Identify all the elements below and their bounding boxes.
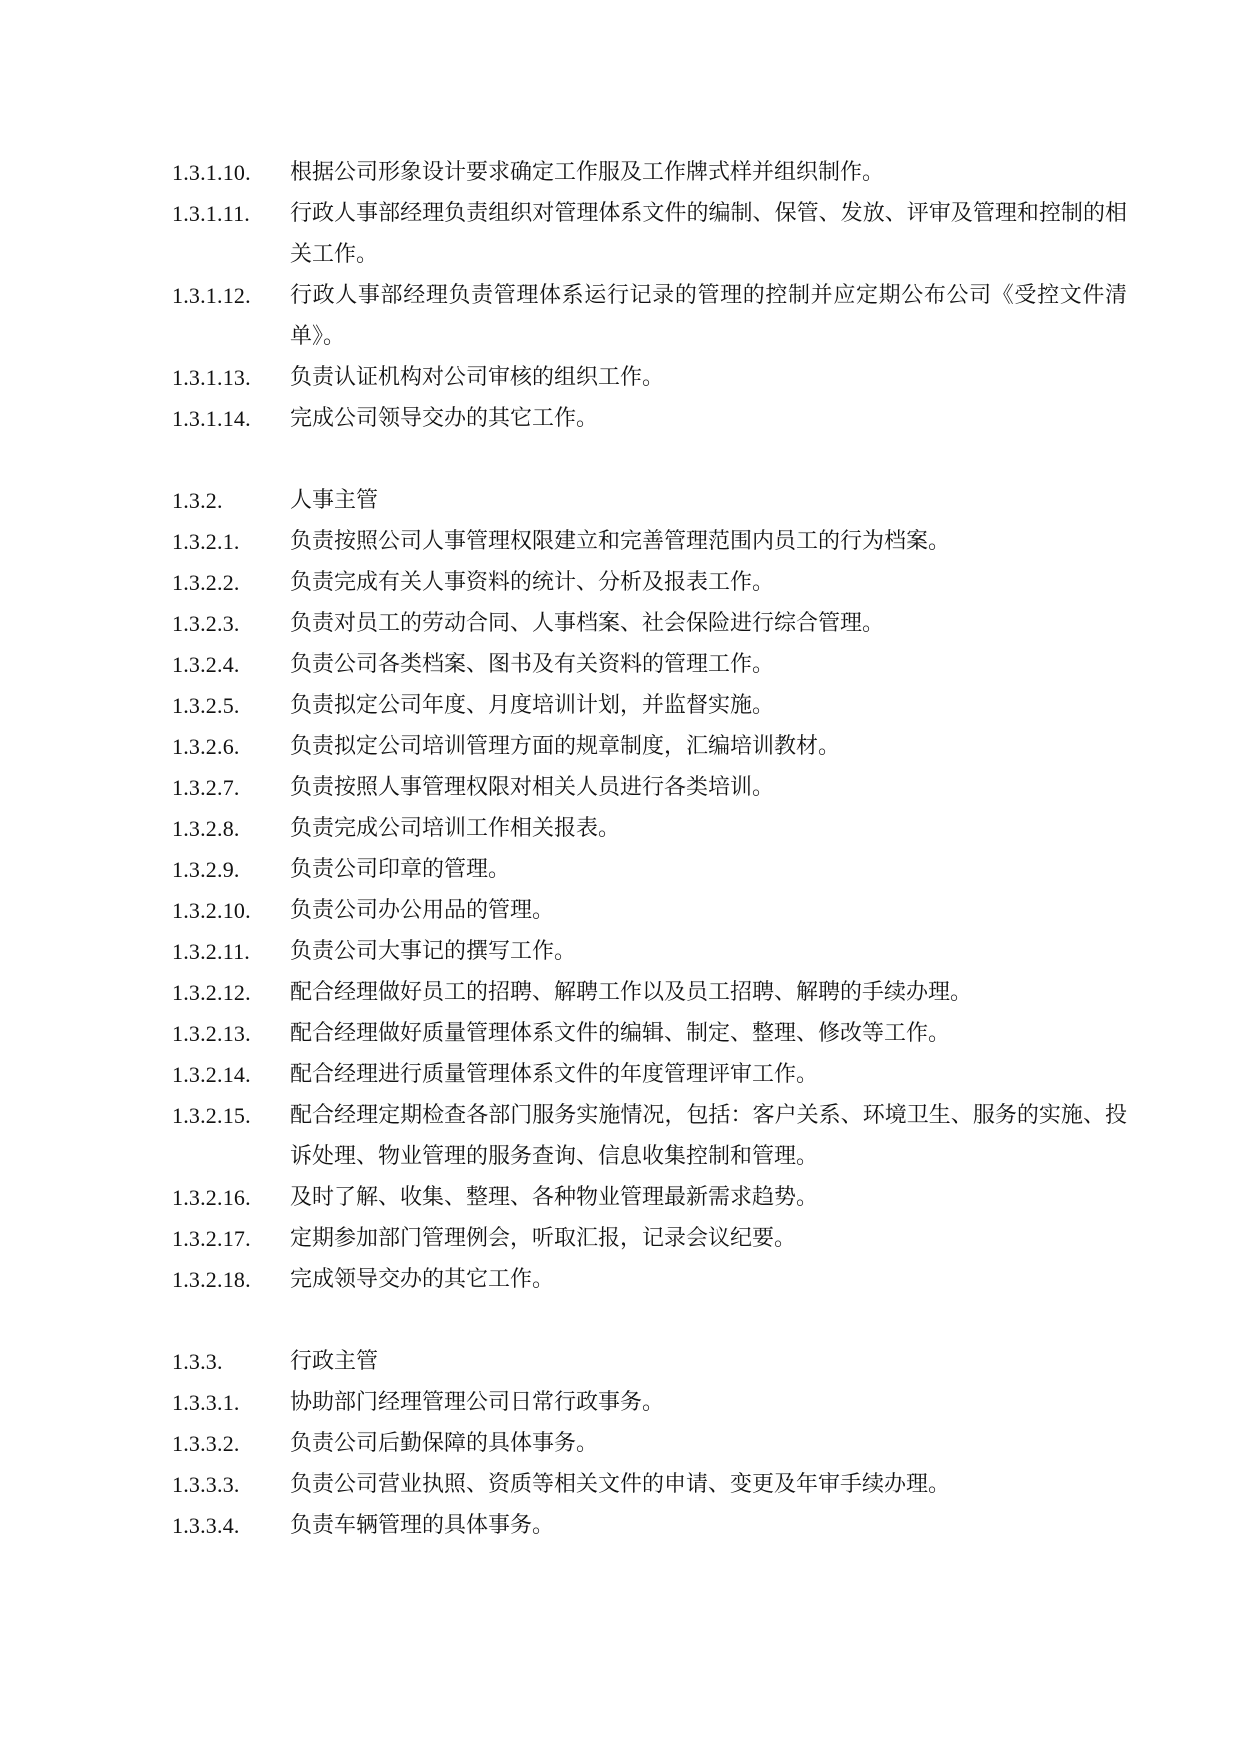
heading-number: 1.3.2. <box>172 488 223 513</box>
list-item <box>172 152 1127 193</box>
item-number: 1.3.1.14. <box>172 406 251 431</box>
item-number: 1.3.2.9. <box>172 857 240 882</box>
list-item <box>172 1218 1127 1259</box>
item-text: 负责完成公司培训工作相关报表。 <box>290 816 621 841</box>
list-item <box>172 1177 1127 1218</box>
item-text: 负责拟定公司年度、月度培训计划，并监督实施。 <box>290 693 775 718</box>
item-text: 完成领导交办的其它工作。 <box>290 1267 555 1292</box>
item-text: 负责公司各类档案、图书及有关资料的管理工作。 <box>290 652 775 677</box>
item-number: 1.3.2.2. <box>172 570 240 595</box>
list-item <box>172 357 1127 398</box>
item-number: 1.3.2.13. <box>172 1021 251 1046</box>
list-item <box>172 972 1127 1013</box>
item-text: 负责按照人事管理权限对相关人员进行各类培训。 <box>290 775 775 800</box>
item-number: 1.3.2.12. <box>172 980 251 1005</box>
list-item <box>172 275 1127 357</box>
section-heading <box>172 1341 1127 1382</box>
item-text: 负责完成有关人事资料的统计、分析及报表工作。 <box>290 570 775 595</box>
list-item <box>172 1382 1127 1423</box>
list-item <box>172 521 1127 562</box>
heading-text: 行政主管 <box>290 1349 379 1374</box>
heading-text: 人事主管 <box>290 488 379 513</box>
item-text: 协助部门经理管理公司日常行政事务。 <box>290 1390 665 1415</box>
item-text: 配合经理定期检查各部门服务实施情况，包括：客户关系、环境卫生、服务的实施、投诉处理、物业管理的服务查询、信息收集控制和管理。 <box>290 1103 1127 1169</box>
item-text: 负责对员工的劳动合同、人事档案、社会保险进行综合管理。 <box>290 611 885 636</box>
item-text: 配合经理做好员工的招聘、解聘工作以及员工招聘、解聘的手续办理。 <box>290 980 973 1005</box>
list-item <box>172 1259 1127 1300</box>
list-item <box>172 1423 1127 1464</box>
list-item <box>172 644 1127 685</box>
item-number: 1.3.2.8. <box>172 816 240 841</box>
list-item <box>172 193 1127 275</box>
section-heading <box>172 480 1127 521</box>
item-text: 完成公司领导交办的其它工作。 <box>290 406 599 431</box>
item-text: 负责按照公司人事管理权限建立和完善管理范围内员工的行为档案。 <box>290 529 951 554</box>
item-number: 1.3.2.1. <box>172 529 240 554</box>
item-text: 负责公司印章的管理。 <box>290 857 511 882</box>
list-item <box>172 726 1127 767</box>
list-item <box>172 767 1127 808</box>
item-text: 配合经理进行质量管理体系文件的年度管理评审工作。 <box>290 1062 819 1087</box>
document-body <box>172 152 1127 1546</box>
list-item <box>172 890 1127 931</box>
heading-number: 1.3.3. <box>172 1349 223 1374</box>
list-item <box>172 398 1127 439</box>
item-number: 1.3.3.3. <box>172 1472 240 1497</box>
item-number: 1.3.2.6. <box>172 734 240 759</box>
item-text: 负责拟定公司培训管理方面的规章制度，汇编培训教材。 <box>290 734 841 759</box>
item-number: 1.3.2.5. <box>172 693 240 718</box>
list-item <box>172 849 1127 890</box>
item-number: 1.3.1.10. <box>172 160 251 185</box>
item-number: 1.3.2.14. <box>172 1062 251 1087</box>
list-item <box>172 603 1127 644</box>
item-number: 1.3.2.15. <box>172 1103 251 1128</box>
item-number: 1.3.2.7. <box>172 775 240 800</box>
list-item <box>172 562 1127 603</box>
item-text: 行政人事部经理负责管理体系运行记录的管理的控制并应定期公布公司《受控文件清单》。 <box>290 283 1127 349</box>
item-number: 1.3.1.11. <box>172 201 250 226</box>
item-text: 负责公司营业执照、资质等相关文件的申请、变更及年审手续办理。 <box>290 1472 951 1497</box>
list-item <box>172 1054 1127 1095</box>
item-text: 定期参加部门管理例会，听取汇报，记录会议纪要。 <box>290 1226 797 1251</box>
item-text: 负责公司大事记的撰写工作。 <box>290 939 577 964</box>
section-1-3-3 <box>172 1341 1127 1546</box>
item-text: 负责车辆管理的具体事务。 <box>290 1513 555 1538</box>
item-number: 1.3.2.4. <box>172 652 240 677</box>
item-number: 1.3.2.17. <box>172 1226 251 1251</box>
item-text: 负责公司办公用品的管理。 <box>290 898 555 923</box>
item-number: 1.3.2.11. <box>172 939 250 964</box>
list-item <box>172 685 1127 726</box>
list-item <box>172 1095 1127 1177</box>
list-item <box>172 808 1127 849</box>
item-text: 负责认证机构对公司审核的组织工作。 <box>290 365 665 390</box>
item-number: 1.3.1.13. <box>172 365 251 390</box>
list-item <box>172 931 1127 972</box>
item-number: 1.3.2.10. <box>172 898 251 923</box>
item-text: 行政人事部经理负责组织对管理体系文件的编制、保管、发放、评审及管理和控制的相关工作。 <box>290 201 1127 267</box>
item-number: 1.3.1.12. <box>172 283 251 308</box>
list-item <box>172 1013 1127 1054</box>
item-text: 负责公司后勤保障的具体事务。 <box>290 1431 599 1456</box>
list-item <box>172 1505 1127 1546</box>
item-text: 及时了解、收集、整理、各种物业管理最新需求趋势。 <box>290 1185 819 1210</box>
list-item <box>172 1464 1127 1505</box>
item-text: 配合经理做好质量管理体系文件的编辑、制定、整理、修改等工作。 <box>290 1021 951 1046</box>
item-number: 1.3.3.1. <box>172 1390 240 1415</box>
item-text: 根据公司形象设计要求确定工作服及工作牌式样并组织制作。 <box>290 160 885 185</box>
section-1-3-1-continued <box>172 152 1127 439</box>
section-1-3-2 <box>172 480 1127 1300</box>
item-number: 1.3.2.18. <box>172 1267 251 1292</box>
item-number: 1.3.3.2. <box>172 1431 240 1456</box>
item-number: 1.3.2.3. <box>172 611 240 636</box>
item-number: 1.3.2.16. <box>172 1185 251 1210</box>
item-number: 1.3.3.4. <box>172 1513 240 1538</box>
